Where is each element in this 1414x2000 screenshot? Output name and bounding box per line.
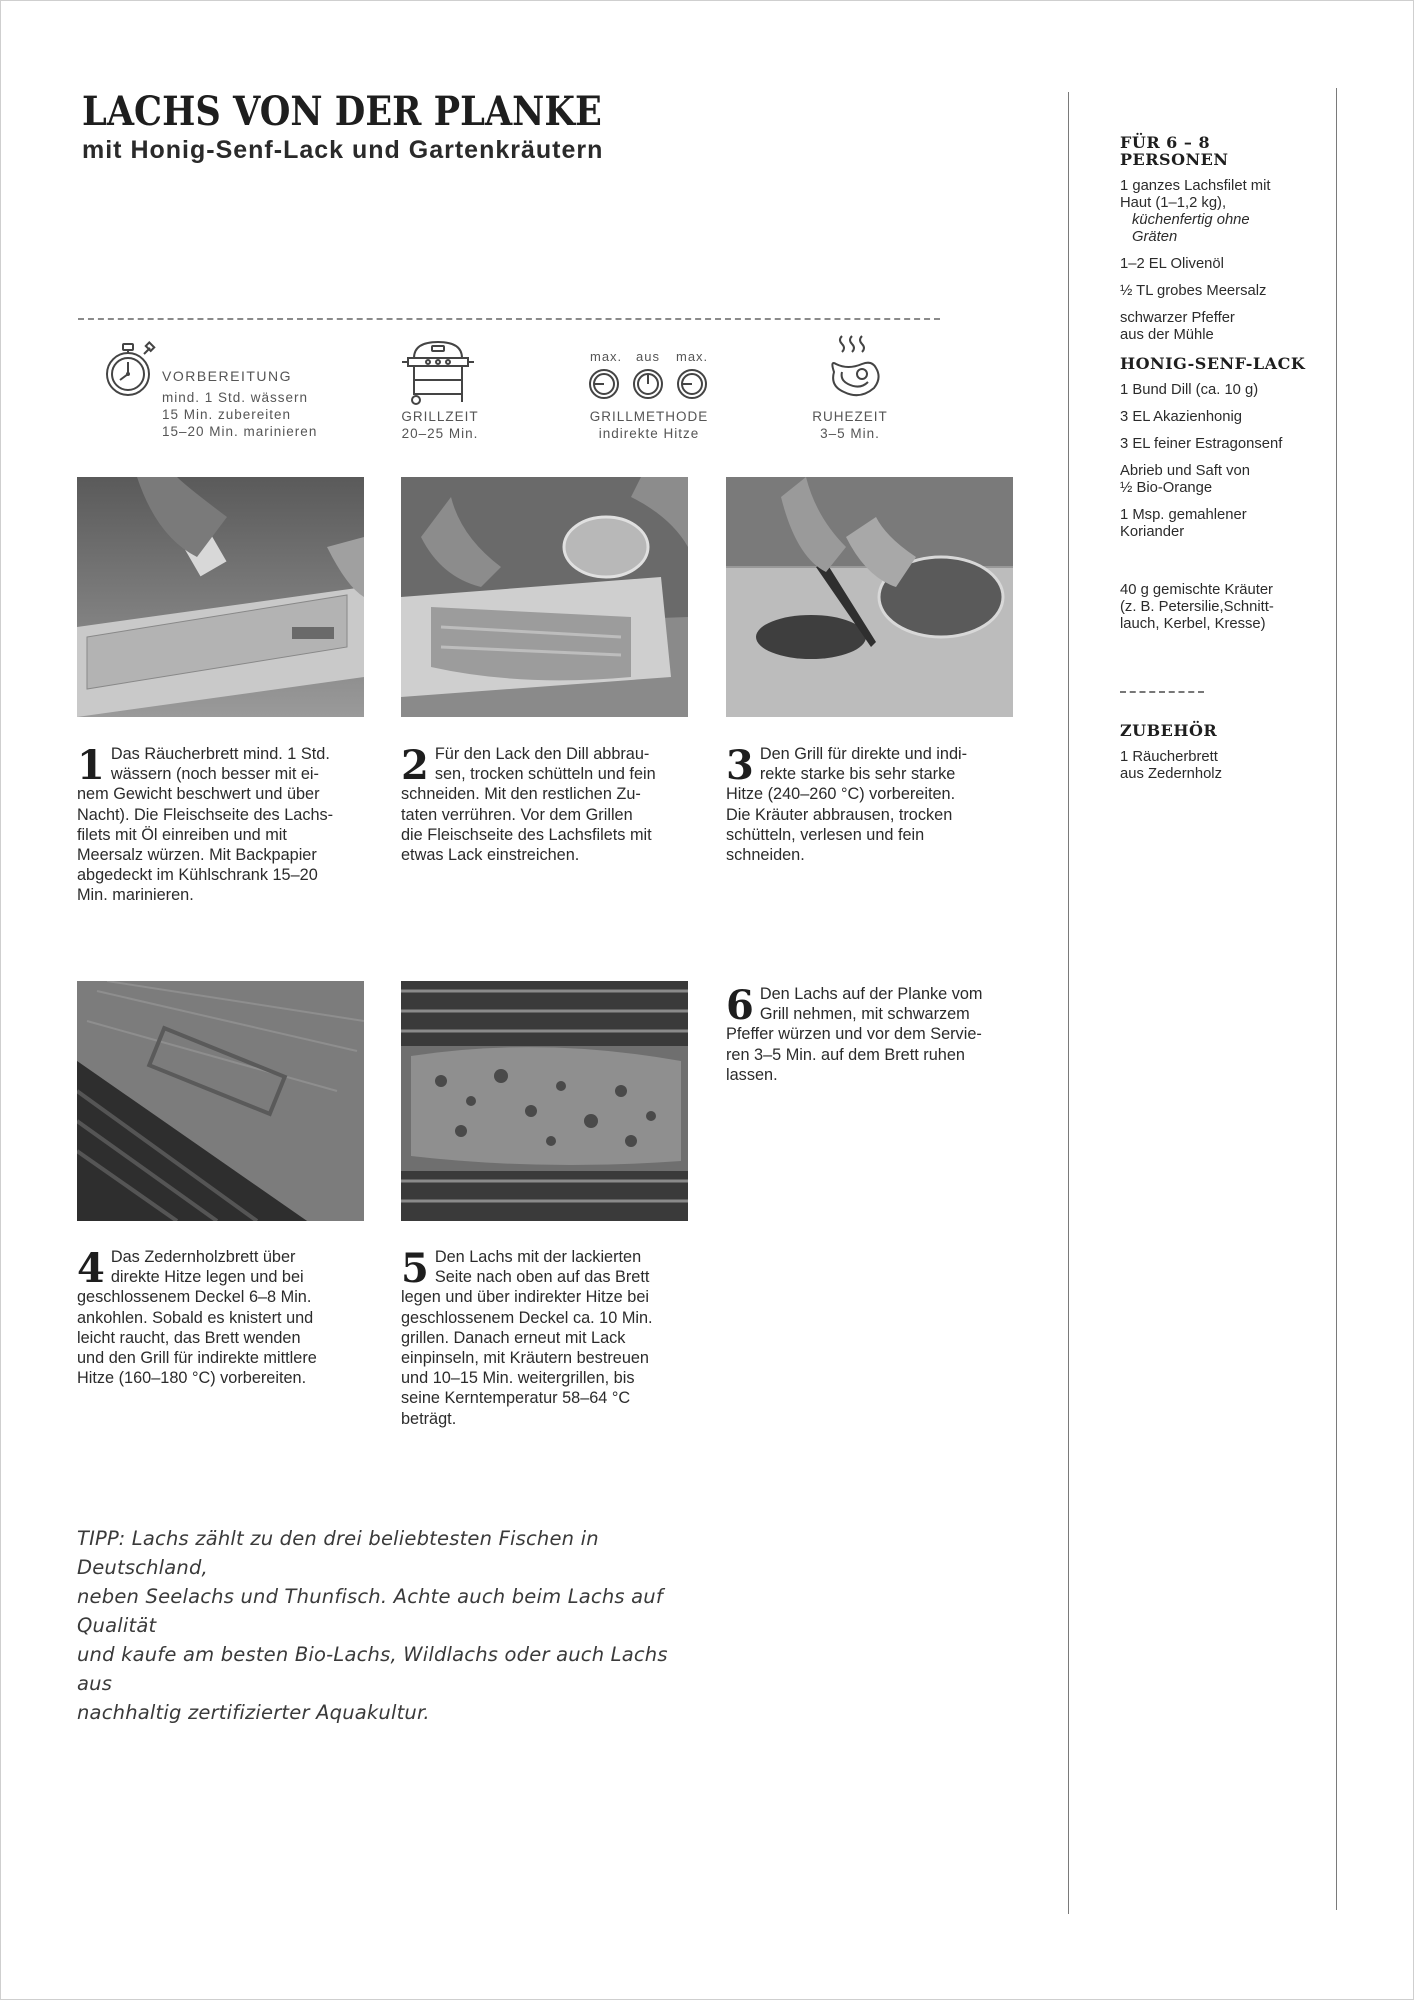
step-photo-chopping-herbs	[726, 477, 1013, 717]
ingredient-item	[1120, 178, 1320, 246]
prep-label: VORBEREITUNG	[162, 368, 293, 384]
glaze-heading: HONIG-SENF-LACK	[1120, 354, 1306, 373]
step-text: Den Grill für direkte und indi- rekte starke bis sehr starke Hitze (240–260 °C) vorbereiten. Die Kräuter abbrausen, trocken schütteln, verlesen und fein schneiden.	[726, 745, 968, 865]
grill-method-label: GRILLMETHODE	[589, 409, 709, 424]
step-1	[77, 744, 367, 906]
knob-label-off: aus	[636, 349, 660, 364]
rest-time-label: RUHEZEIT	[812, 409, 888, 424]
step-number: 1	[77, 742, 105, 789]
accessories-heading: ZUBEHÖR	[1120, 721, 1218, 740]
grill-time-label: GRILLZEIT	[401, 409, 479, 424]
ingredient-item: ½ TL grobes Meersalz	[1120, 283, 1267, 299]
herbs-section	[1120, 582, 1320, 643]
grill-time-info	[380, 408, 500, 442]
step-text: Den Lachs mit der lackierten Seite nach oben auf das Brett legen und über indirekter Hitze bei geschlossenem Deckel ca. 10 Min. grillen. Danach erneut mit Lack einpinseln, mit Kräutern bestreuen und 10–15 Min. weitergrillen, bis seine Kerntemperatur 58–64 °C beträgt.	[401, 1248, 653, 1428]
step-3	[726, 744, 1016, 865]
glaze-item: 1 Bund Dill (ca. 10 g)	[1120, 382, 1259, 398]
step-text: Für den Lack den Dill abbrau- sen, trocken schütteln und fein schneiden. Mit den restlichen Zu- taten verrühren. Vor dem Grillen die Fleischseite des Lachsfilets mit etwas Lack einstreichen.	[401, 745, 656, 865]
step-number: 5	[401, 1245, 429, 1292]
resting-steak-icon	[826, 334, 882, 404]
grill-method-value: indirekte Hitze	[598, 426, 700, 441]
accessories-section	[1120, 722, 1320, 793]
accessories-divider-wrap	[1120, 691, 1320, 693]
recipe-subtitle: mit Honig-Senf-Lack und Gartenkräutern	[82, 136, 604, 164]
step-photo-soaking-plank	[77, 477, 364, 717]
ingredient-item: 1–2 EL Olivenöl	[1120, 256, 1224, 272]
ingredient-item: schwarzer Pfeffer aus der Mühle	[1120, 310, 1235, 343]
recipe-title: LACHS VON DER PLANKE	[82, 88, 602, 135]
grill-time-value: 20–25 Min.	[401, 426, 479, 441]
step-photo-glazing-salmon	[401, 477, 688, 717]
step-2	[401, 744, 691, 865]
header-divider	[78, 318, 940, 320]
burner-knob-icon	[584, 348, 714, 404]
ingredient-note: küchenfertig ohne Gräten	[1132, 212, 1250, 245]
prep-info	[162, 368, 317, 440]
step-6	[726, 984, 1016, 1085]
step-text: Das Räucherbrett mind. 1 Std. wässern (noch besser mit ei- nem Gewicht beschwert und über Nacht). Die Fleischseite des Lachs- filets mit Öl einreiben und mit Meersalz würzen. Mit Backpapier abgedeckt im Kühlschrank 15–20 Min. marinieren.	[77, 745, 334, 905]
step-photo-charring-plank	[77, 981, 364, 1221]
step-text: Das Zedernholzbrett über direkte Hitze legen und bei geschlossenem Deckel 6–8 Min. ankohlen. Sobald es knistert und leicht raucht, das Brett wenden und den Grill für indirekte mittlere Hitze (160–180 °C) vorbereiten.	[77, 1248, 317, 1388]
step-photo-grilling-salmon	[401, 981, 688, 1221]
page-edge-line	[1336, 88, 1337, 1910]
gas-grill-icon	[400, 338, 476, 406]
ingredients-section	[1120, 134, 1320, 354]
glaze-section	[1120, 355, 1320, 551]
knob-label-max: max.	[676, 349, 709, 364]
glaze-item: Abrieb und Saft von ½ Bio-Orange	[1120, 463, 1250, 496]
herbs-item: 40 g gemischte Kräuter (z. B. Petersilie,Schnitt- lauch, Kerbel, Kresse)	[1120, 582, 1274, 632]
sidebar-divider	[1068, 92, 1069, 1914]
accessories-divider	[1120, 691, 1204, 693]
rest-time-value: 3–5 Min.	[820, 426, 880, 441]
step-number: 2	[401, 742, 429, 789]
tip-text: TIPP: Lachs zählt zu den drei beliebtesten Fischen in Deutschland, neben Seelachs und Thunfisch. Achte auch beim Lachs auf Qualität und kaufe am besten Bio-Lachs, Wildlachs oder auch Lachs aus nachhaltig zertifizierter Aquakultur.	[77, 1527, 668, 1724]
glaze-list	[1120, 382, 1320, 541]
servings-heading: FÜR 6 – 8 PERSONEN	[1120, 133, 1229, 169]
ingredient-text: 1 ganzes Lachsfilet mit Haut (1–1,2 kg),	[1120, 178, 1271, 211]
rest-time-info	[800, 408, 900, 442]
stopwatch-icon	[104, 340, 158, 402]
step-4	[77, 1247, 367, 1388]
glaze-item: 1 Msp. gemahlener Koriander	[1120, 507, 1247, 540]
prep-line: mind. 1 Std. wässern	[162, 390, 309, 405]
prep-line: 15–20 Min. marinieren	[162, 424, 318, 439]
prep-line: 15 Min. zubereiten	[162, 407, 292, 422]
accessory-item: 1 Räucherbrett aus Zedernholz	[1120, 749, 1222, 782]
ingredient-list	[1120, 178, 1320, 344]
step-text: Den Lachs auf der Planke vom Grill nehmen, mit schwarzem Pfeffer würzen und vor dem Servie- ren 3–5 Min. auf dem Brett ruhen lassen.	[726, 985, 983, 1084]
step-number: 3	[726, 742, 754, 789]
step-number: 6	[726, 982, 754, 1029]
knob-label-max: max.	[590, 349, 623, 364]
glaze-item: 3 EL Akazienhonig	[1120, 409, 1243, 425]
step-number: 4	[77, 1245, 105, 1292]
grill-method-info	[574, 408, 724, 442]
step-5	[401, 1247, 691, 1429]
glaze-item: 3 EL feiner Estragonsenf	[1120, 436, 1283, 452]
